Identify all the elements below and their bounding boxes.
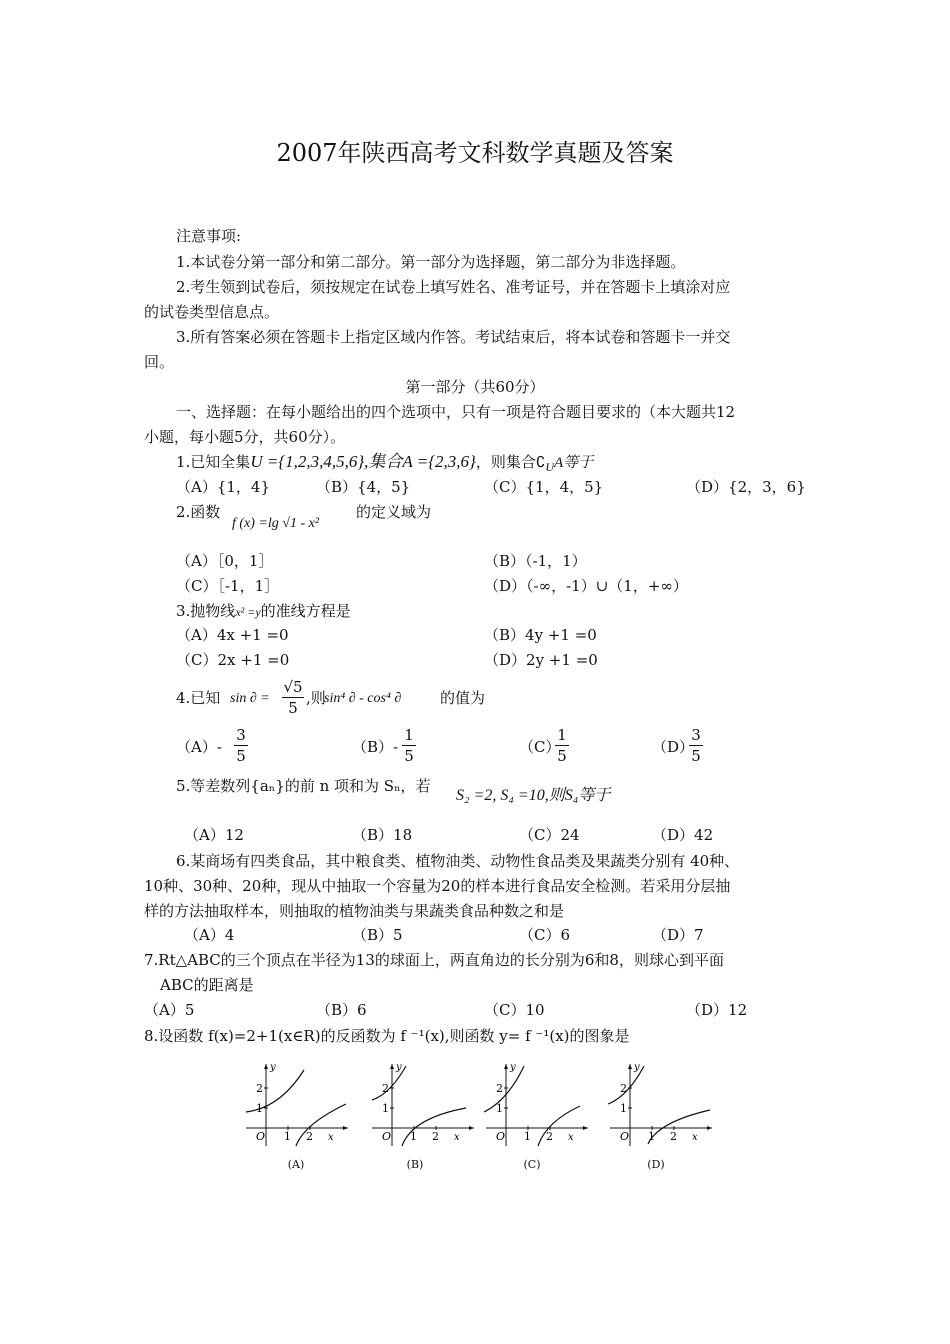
part1-heading: 第一部分（共60分） <box>405 378 545 396</box>
q4-b-bar <box>402 745 416 746</box>
y-tick-2-label: 2 <box>620 1082 627 1095</box>
origin-label: O <box>496 1130 506 1143</box>
x-tick-2-label: 2 <box>432 1130 439 1143</box>
x-tick-2-label: 2 <box>546 1130 553 1143</box>
q4-option-d-frac <box>689 726 703 765</box>
note-2a: 2.考生领到试卷后，须按规定在试卷上填写姓名、准考证号，并在答题卡上填涂对应 <box>176 278 731 296</box>
q6-option-d: （D）7 <box>652 926 704 944</box>
q4-fraction <box>282 678 304 717</box>
q3-option-a: （A）4x +1 =0 <box>176 626 289 644</box>
note-2b: 的试卷类型信息点。 <box>144 303 280 321</box>
y-tick-1-label: 1 <box>256 1102 263 1115</box>
y-label: y <box>396 1062 402 1073</box>
q3-stem <box>176 601 351 622</box>
x-tick-1-label: 1 <box>524 1130 531 1143</box>
q4-a-num: 3 <box>236 726 246 744</box>
q7-option-a: （A）5 <box>144 1001 195 1019</box>
y-label: y <box>634 1062 640 1073</box>
y-arrow-icon <box>390 1064 394 1069</box>
graph-b-caption: (B) <box>406 1158 424 1171</box>
q1-option-d: （D）{2，3，6} <box>686 478 806 496</box>
q4-stem-c: 的值为 <box>440 689 486 707</box>
y-tick-2-label: 2 <box>382 1082 389 1095</box>
q4-option-c-label: （C） <box>519 738 561 756</box>
x-label: x <box>454 1132 460 1143</box>
q4-stem-a: 4.已知 <box>176 689 221 707</box>
graph-d <box>604 1060 716 1148</box>
q5-cond: S₂ =2, S₄ =10,则S₄等于 <box>456 787 611 804</box>
graph-c-caption: (C) <box>523 1158 541 1171</box>
y-tick-1-label: 1 <box>382 1102 389 1115</box>
q4-option-a-label: （A）- <box>176 738 222 756</box>
q5-stem-a: 5.等差数列{aₙ}的前 n 项和为 Sₙ，若 <box>176 777 431 795</box>
q7-line-2: ABC的距离是 <box>160 976 254 994</box>
y-arrow-icon <box>628 1064 632 1069</box>
y-tick-1-label: 1 <box>496 1102 503 1115</box>
q2-stem-b: 的定义域为 <box>356 503 432 521</box>
q7-option-b: （B）6 <box>316 1001 367 1019</box>
q6-option-a: （A）4 <box>184 926 235 944</box>
note-3a: 3.所有答案必须在答题卡上指定区域内作答。考试结束后，将本试卷和答题卡一并交 <box>176 328 731 346</box>
q1-stem-c: A等于 <box>554 455 594 471</box>
q6-option-b: （B）5 <box>352 926 403 944</box>
q1-stem-b: ，则集合∁ <box>475 453 546 471</box>
origin-label: O <box>256 1130 266 1143</box>
q4-d-den: 5 <box>691 747 701 765</box>
q6-line-3: 样的方法抽取样本，则抽取的植物油类与果蔬类食品种数之和是 <box>144 902 565 920</box>
q4-den: 5 <box>288 699 298 717</box>
curve-log <box>296 1104 346 1146</box>
x-tick-2-label: 2 <box>306 1130 313 1143</box>
q4-a-den: 5 <box>236 747 246 765</box>
x-label: x <box>692 1132 698 1143</box>
q4-d-num: 3 <box>691 726 701 744</box>
curve-exp <box>484 1066 524 1112</box>
q4-b-num: 1 <box>404 726 414 744</box>
q3-option-c: （C）2x +1 =0 <box>176 651 290 669</box>
x-tick-1-label: 1 <box>284 1130 291 1143</box>
x-label: x <box>328 1132 334 1143</box>
graph-d-caption: (D) <box>647 1158 665 1171</box>
graph-a <box>240 1060 352 1148</box>
curve-log <box>538 1106 580 1146</box>
q4-c-num: 1 <box>557 726 567 744</box>
notes-heading: 注意事项: <box>176 227 242 245</box>
q4-bar <box>282 697 304 698</box>
q7-option-d: （D）12 <box>686 1001 748 1019</box>
q4-option-b-frac <box>402 726 416 765</box>
q4-d-bar <box>689 745 703 746</box>
q4-option-a-frac <box>234 726 248 765</box>
curve-log <box>648 1110 710 1144</box>
q1-stem <box>176 452 593 477</box>
q5-option-d: （D）42 <box>652 826 714 844</box>
q2-option-c: （C）［-1，1］ <box>176 577 280 595</box>
q3-option-d: （D）2y +1 =0 <box>484 651 598 669</box>
q4-option-d-label: （D） <box>652 738 695 756</box>
q4-expr: sin⁴ ∂ - cos⁴ ∂ <box>324 691 402 706</box>
q4-c-den: 5 <box>557 747 567 765</box>
q6-option-c: （C）6 <box>519 926 571 944</box>
q4-option-b-label: （B）- <box>352 738 399 756</box>
q2-option-a: （A）［0，1］ <box>176 552 274 570</box>
x-label: x <box>568 1132 574 1143</box>
q4-num: √5 <box>283 678 303 696</box>
q2-stem-a: 2.函数 <box>176 503 221 521</box>
y-arrow-icon <box>264 1064 268 1069</box>
q4-b-den: 5 <box>404 747 414 765</box>
x-tick-1-label: 1 <box>648 1130 655 1143</box>
q2-func: f (x) =lg √1 - x² <box>232 516 320 531</box>
y-label: y <box>510 1062 516 1073</box>
page-title: 2007年陕西高考文科数学真题及答案 <box>276 139 674 167</box>
x-tick-1-label: 1 <box>410 1130 417 1143</box>
y-tick-2-label: 2 <box>256 1082 263 1095</box>
x-arrow-icon <box>469 1126 474 1130</box>
note-3b: 回。 <box>144 353 175 371</box>
q1-sets: U ={1,2,3,4,5,6},集合A ={2,3,6} <box>250 452 476 471</box>
q1-option-b: （B）{4，5} <box>316 478 411 496</box>
y-arrow-icon <box>504 1064 508 1069</box>
x-arrow-icon <box>707 1126 712 1130</box>
q3-stem-a: 3.抛物线 <box>176 602 236 620</box>
note-1: 1.本试卷分第一部分和第二部分。第一部分为选择题，第二部分为非选择题。 <box>176 253 686 271</box>
origin-label: O <box>620 1130 630 1143</box>
q7-line-1: 7.Rt△ABC的三个顶点在半径为13的球面上，两直角边的长分别为6和8，则球心到平面 <box>144 951 724 969</box>
q2-option-b: （B）（-1，1） <box>484 552 587 570</box>
part1-intro-a: 一、选择题：在每小题给出的四个选项中，只有一项是符合题目要求的（本大题共12 <box>176 403 736 421</box>
y-tick-1-label: 1 <box>620 1102 627 1115</box>
part1-intro-b: 小题，每小题5分，共60分）。 <box>144 428 346 446</box>
curve-exp <box>246 1070 304 1112</box>
q4-option-c-frac <box>555 726 569 765</box>
q6-line-2: 10种、30种、20种，现从中抽取一个容量为20的样本进行食品安全检测。若采用分层抽 <box>144 877 731 895</box>
q4-c-bar <box>555 745 569 746</box>
q3-stem-b: 的准线方程是 <box>260 602 351 620</box>
origin-label: O <box>382 1130 392 1143</box>
q1-stem-a: 1.已知全集 <box>176 453 251 471</box>
x-tick-2-label: 2 <box>670 1130 677 1143</box>
q3-eq: x² =y <box>235 605 261 619</box>
q5-option-c: （C）24 <box>519 826 580 844</box>
y-label: y <box>270 1062 276 1073</box>
q6-line-1: 6.某商场有四类食品，其中粮食类、植物油类、动物性食品类及果蔬类分别有 40种、 <box>176 852 740 870</box>
q1-option-a: （A）{1，4} <box>176 478 271 496</box>
q8-stem: 8.设函数 f(x)=2+1(x∈R)的反函数为 f ⁻¹(x),则函数 y= f ⁻¹(x)的图象是 <box>144 1027 630 1045</box>
q4-sin: sin ∂ = <box>230 691 270 706</box>
q2-option-d: （D）（-∞，-1）∪（1，+∞） <box>484 577 688 595</box>
q7-option-c: （C）10 <box>484 1001 545 1019</box>
q5-option-a: （A）12 <box>184 826 244 844</box>
q1-sub: U <box>545 460 555 474</box>
q5-option-b: （B）18 <box>352 826 413 844</box>
graph-a-caption: (A) <box>287 1158 305 1171</box>
graph-c <box>480 1060 592 1148</box>
x-arrow-icon <box>583 1126 588 1130</box>
y-tick-2-label: 2 <box>496 1082 503 1095</box>
graph-b <box>366 1060 478 1148</box>
x-arrow-icon <box>343 1126 348 1130</box>
q4-stem-b: ,则 <box>306 689 326 707</box>
q3-option-b: （B）4y +1 =0 <box>484 626 597 644</box>
q1-option-c: （C）{1，4，5} <box>484 478 604 496</box>
q4-a-bar <box>234 745 248 746</box>
